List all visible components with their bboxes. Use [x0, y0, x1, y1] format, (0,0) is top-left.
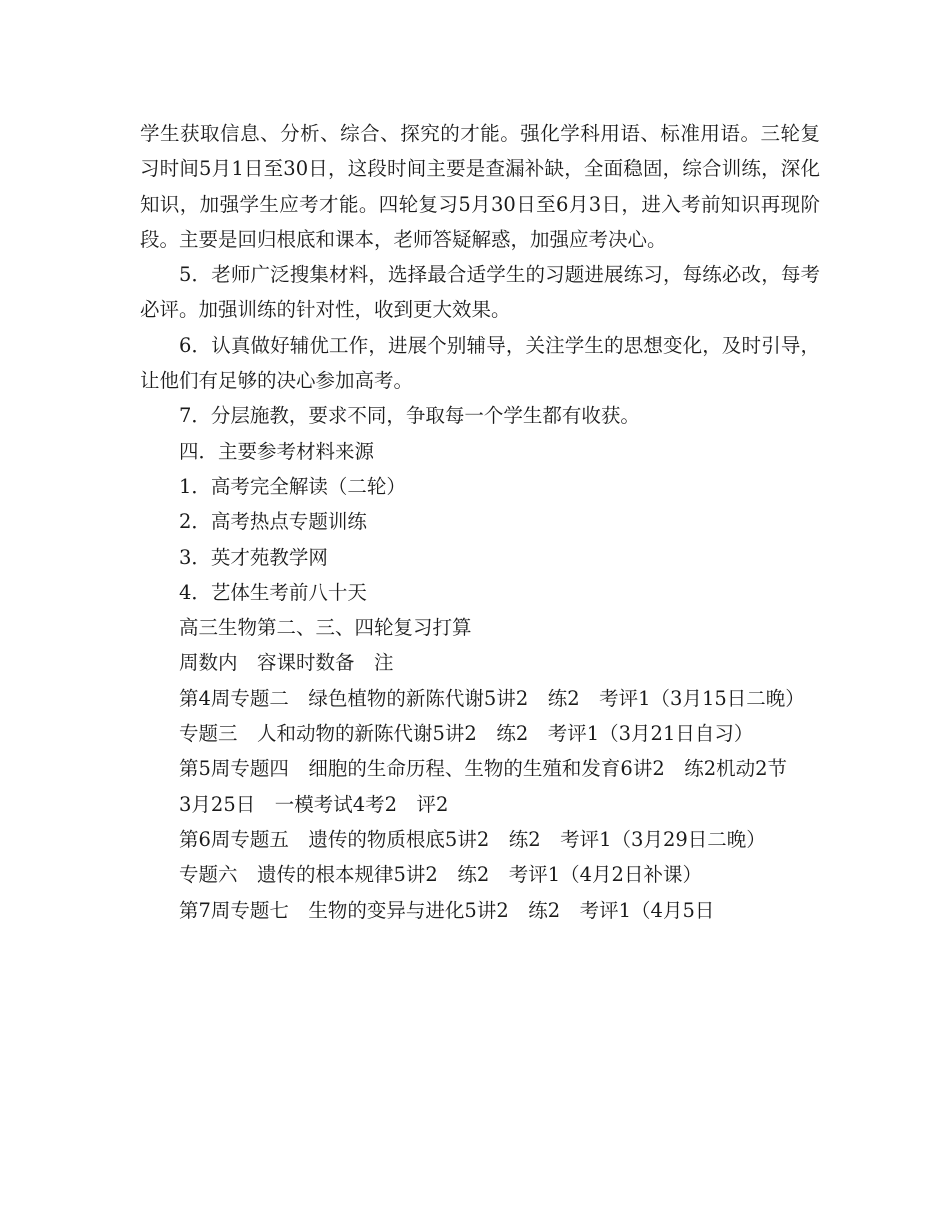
- schedule-row-week6-topic5: 第6周专题五 遗传的物质根底5讲2 练2 考评1（3月29日二晚）: [179, 827, 766, 851]
- reference-item-3: 3．英才苑教学网: [179, 545, 328, 569]
- schedule-row-topic6: 专题六 遗传的根本规律5讲2 练2 考评1（4月2日补课）: [179, 863, 702, 887]
- reference-item-1: 1．高考完全解读（二轮）: [179, 474, 406, 498]
- schedule-title: 高三生物第二、三、四轮复习打算: [179, 616, 472, 640]
- paragraph-item-6: 6．认真做好辅优工作，进展个别辅导，关注学生的思想变化，及时引导，让他们有足够的决心参加高考。: [140, 333, 820, 393]
- paragraph-review-plan: 学生获取信息、分析、综合、探究的才能。强化学科用语、标准用语。三轮复习时间5月1日至30日，这段时间主要是查漏补缺，全面稳固，综合训练，深化知识，加强学生应考才能。四轮复习5月30日至6月3日，进入考前知识再现阶段。主要是回归根底和课本，老师答疑解惑，加强应考决心。: [140, 122, 820, 251]
- schedule-row-mock-exam: 3月25日 一模考试4考2 评2: [179, 792, 449, 816]
- paragraph-item-7: 7．分层施教，要求不同，争取每一个学生都有收获。: [179, 404, 640, 428]
- schedule-row-topic3: 专题三 人和动物的新陈代谢5讲2 练2 考评1（3月21日自习）: [179, 722, 754, 746]
- schedule-row-week4-topic2: 第4周专题二 绿色植物的新陈代谢5讲2 练2 考评1（3月15日二晚）: [179, 686, 805, 710]
- schedule-row-week7-topic7: 第7周专题七 生物的变异与进化5讲2 练2 考评1（4月5日: [179, 898, 715, 922]
- reference-item-2: 2．高考热点专题训练: [179, 510, 367, 534]
- section-heading-references: 四．主要参考材料来源: [179, 439, 375, 463]
- schedule-header: 周数内 容课时数备 注: [179, 651, 394, 675]
- reference-item-4: 4．艺体生考前八十天: [179, 580, 367, 604]
- paragraph-item-5: 5．老师广泛搜集材料，选择最合适学生的习题进展练习，每练必改，每考必评。加强训练的针对性，收到更大效果。: [140, 263, 820, 322]
- document-page: [140, 116, 820, 928]
- schedule-row-week5-topic4: 第5周专题四 细胞的生命历程、生物的生殖和发育6讲2 练2机动2节: [179, 757, 788, 781]
